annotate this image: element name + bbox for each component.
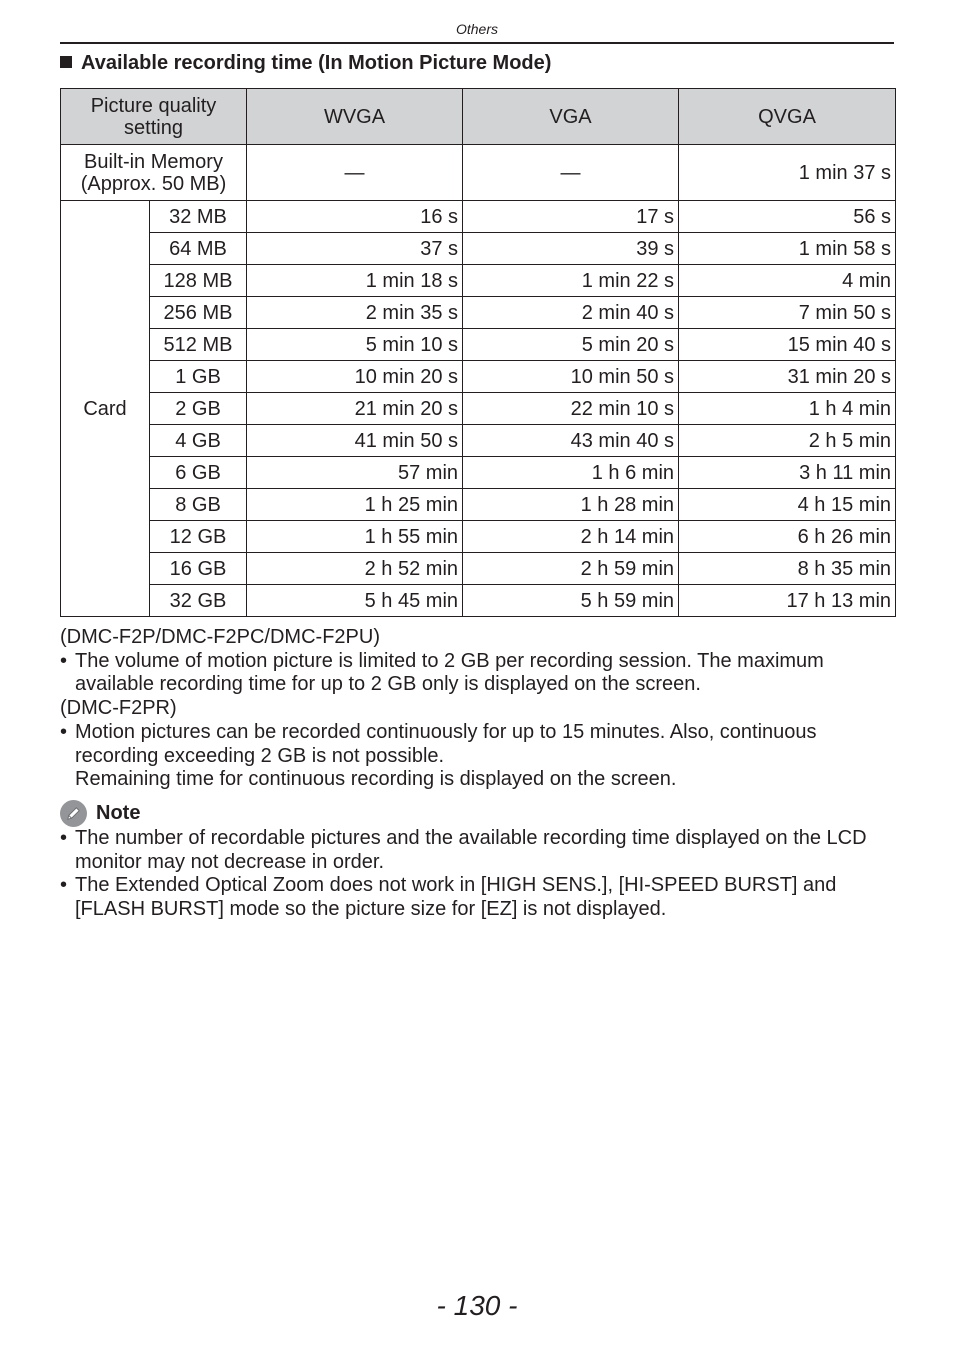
card-size: 8 GB xyxy=(150,489,247,521)
table-cell: 16 s xyxy=(247,201,463,233)
table-cell: 1 h 25 min xyxy=(247,489,463,521)
table-row xyxy=(61,425,896,457)
bullet-dot: • xyxy=(60,826,68,849)
table-cell: 3 h 11 min xyxy=(679,457,896,489)
card-size: 32 MB xyxy=(150,201,247,233)
card-size: 16 GB xyxy=(150,553,247,585)
table-row xyxy=(61,457,896,489)
table-cell: 15 min 40 s xyxy=(679,329,896,361)
note-title: Note xyxy=(96,802,141,825)
table-cell: 1 min 18 s xyxy=(247,265,463,297)
bullet-text: The volume of motion picture is limited to 2 GB per recording session. The maximum available recording time for up to 2 GB only is displayed on the screen. xyxy=(75,649,824,696)
table-row xyxy=(61,297,896,329)
table-cell: 2 h 59 min xyxy=(463,553,679,585)
model-label-b: (DMC-F2PR) xyxy=(60,697,177,720)
table-cell: 10 min 20 s xyxy=(247,361,463,393)
table-cell: 57 min xyxy=(247,457,463,489)
table-cell: 17 h 13 min xyxy=(679,585,896,617)
table-cell: 7 min 50 s xyxy=(679,297,896,329)
table-row xyxy=(61,553,896,585)
table-row xyxy=(61,361,896,393)
section-title-text: Available recording time (In Motion Picture Mode) xyxy=(81,52,552,74)
table-cell: 2 h 5 min xyxy=(679,425,896,457)
list-item xyxy=(60,650,894,697)
table-row xyxy=(61,585,896,617)
card-size: 32 GB xyxy=(150,585,247,617)
card-size: 1 GB xyxy=(150,361,247,393)
page-number: - 130 - xyxy=(436,1290,518,1321)
list-item xyxy=(60,721,894,792)
card-size: 12 GB xyxy=(150,521,247,553)
table-row xyxy=(61,329,896,361)
table-cell: 2 h 52 min xyxy=(247,553,463,585)
table-cell: 2 h 14 min xyxy=(463,521,679,553)
list-item xyxy=(60,874,894,921)
table-cell: 1 min 58 s xyxy=(679,233,896,265)
card-size: 2 GB xyxy=(150,393,247,425)
table-cell: 1 min 37 s xyxy=(679,145,896,201)
bullet-text: Motion pictures can be recorded continuously for up to 15 minutes. Also, continuous recording exceeding 2 GB is not possible. xyxy=(75,720,817,767)
builtin-memory-row xyxy=(61,145,896,201)
table-row xyxy=(61,393,896,425)
table-cell: 4 min xyxy=(679,265,896,297)
table-row xyxy=(61,265,896,297)
table-cell: 43 min 40 s xyxy=(463,425,679,457)
bullet-text-extra: Remaining time for continuous recording is displayed on the screen. xyxy=(75,768,677,791)
builtin-memory-label: Built-in Memory (Approx. 50 MB) xyxy=(61,145,247,201)
header-wvga: WVGA xyxy=(247,89,463,145)
bullet-dot: • xyxy=(60,874,68,897)
table-cell: 1 h 28 min xyxy=(463,489,679,521)
table-row xyxy=(61,233,896,265)
model-label-a: (DMC-F2P/DMC-F2PC/DMC-F2PU) xyxy=(60,626,380,648)
list-item xyxy=(60,827,894,874)
table-cell: 37 s xyxy=(247,233,463,265)
card-size: 6 GB xyxy=(150,457,247,489)
pencil-icon xyxy=(60,800,87,827)
table-cell: 1 h 55 min xyxy=(247,521,463,553)
card-label: Card xyxy=(61,201,150,617)
table-cell: 17 s xyxy=(463,201,679,233)
card-size: 512 MB xyxy=(150,329,247,361)
card-size: 64 MB xyxy=(150,233,247,265)
section-title xyxy=(60,52,551,75)
bullet-text: The Extended Optical Zoom does not work in [HIGH SENS.], [HI-SPEED BURST] and [FLASH BURST] mode so the picture size for [EZ] is not displayed. xyxy=(75,874,837,921)
table-cell: 21 min 20 s xyxy=(247,393,463,425)
header-qvga: QVGA xyxy=(679,89,896,145)
table-cell: 2 min 35 s xyxy=(247,297,463,329)
table-cell: 5 min 20 s xyxy=(463,329,679,361)
table-cell: — xyxy=(247,145,463,201)
table-cell: 2 min 40 s xyxy=(463,297,679,329)
header-picture-quality: Picture quality setting xyxy=(61,89,247,145)
notes-block xyxy=(60,626,894,922)
table-cell: 1 min 22 s xyxy=(463,265,679,297)
table-cell: 5 min 10 s xyxy=(247,329,463,361)
table-row xyxy=(61,521,896,553)
table-cell: 1 h 6 min xyxy=(463,457,679,489)
table-cell: 4 h 15 min xyxy=(679,489,896,521)
bullet-dot: • xyxy=(60,720,68,743)
table-cell: 6 h 26 min xyxy=(679,521,896,553)
table-header-row xyxy=(61,89,896,145)
table-cell: 8 h 35 min xyxy=(679,553,896,585)
table-cell: 22 min 10 s xyxy=(463,393,679,425)
header-rule xyxy=(60,42,894,44)
table-cell: 10 min 50 s xyxy=(463,361,679,393)
card-size: 128 MB xyxy=(150,265,247,297)
square-bullet-icon xyxy=(60,56,72,68)
recording-time-table xyxy=(60,88,896,617)
card-size: 256 MB xyxy=(150,297,247,329)
table-cell: 5 h 59 min xyxy=(463,585,679,617)
table-cell: — xyxy=(463,145,679,201)
table-row xyxy=(61,489,896,521)
bullet-text: The number of recordable pictures and the available recording time displayed on the LCD monitor may not decrease in order. xyxy=(75,826,867,873)
table-cell: 1 h 4 min xyxy=(679,393,896,425)
table-cell: 39 s xyxy=(463,233,679,265)
table-cell: 56 s xyxy=(679,201,896,233)
table-cell: 5 h 45 min xyxy=(247,585,463,617)
table-cell: 41 min 50 s xyxy=(247,425,463,457)
section-header: Others xyxy=(455,21,498,37)
table-row xyxy=(61,201,896,233)
note-heading xyxy=(60,801,894,827)
card-size: 4 GB xyxy=(150,425,247,457)
header-vga: VGA xyxy=(463,89,679,145)
table-cell: 31 min 20 s xyxy=(679,361,896,393)
bullet-dot: • xyxy=(60,649,68,672)
